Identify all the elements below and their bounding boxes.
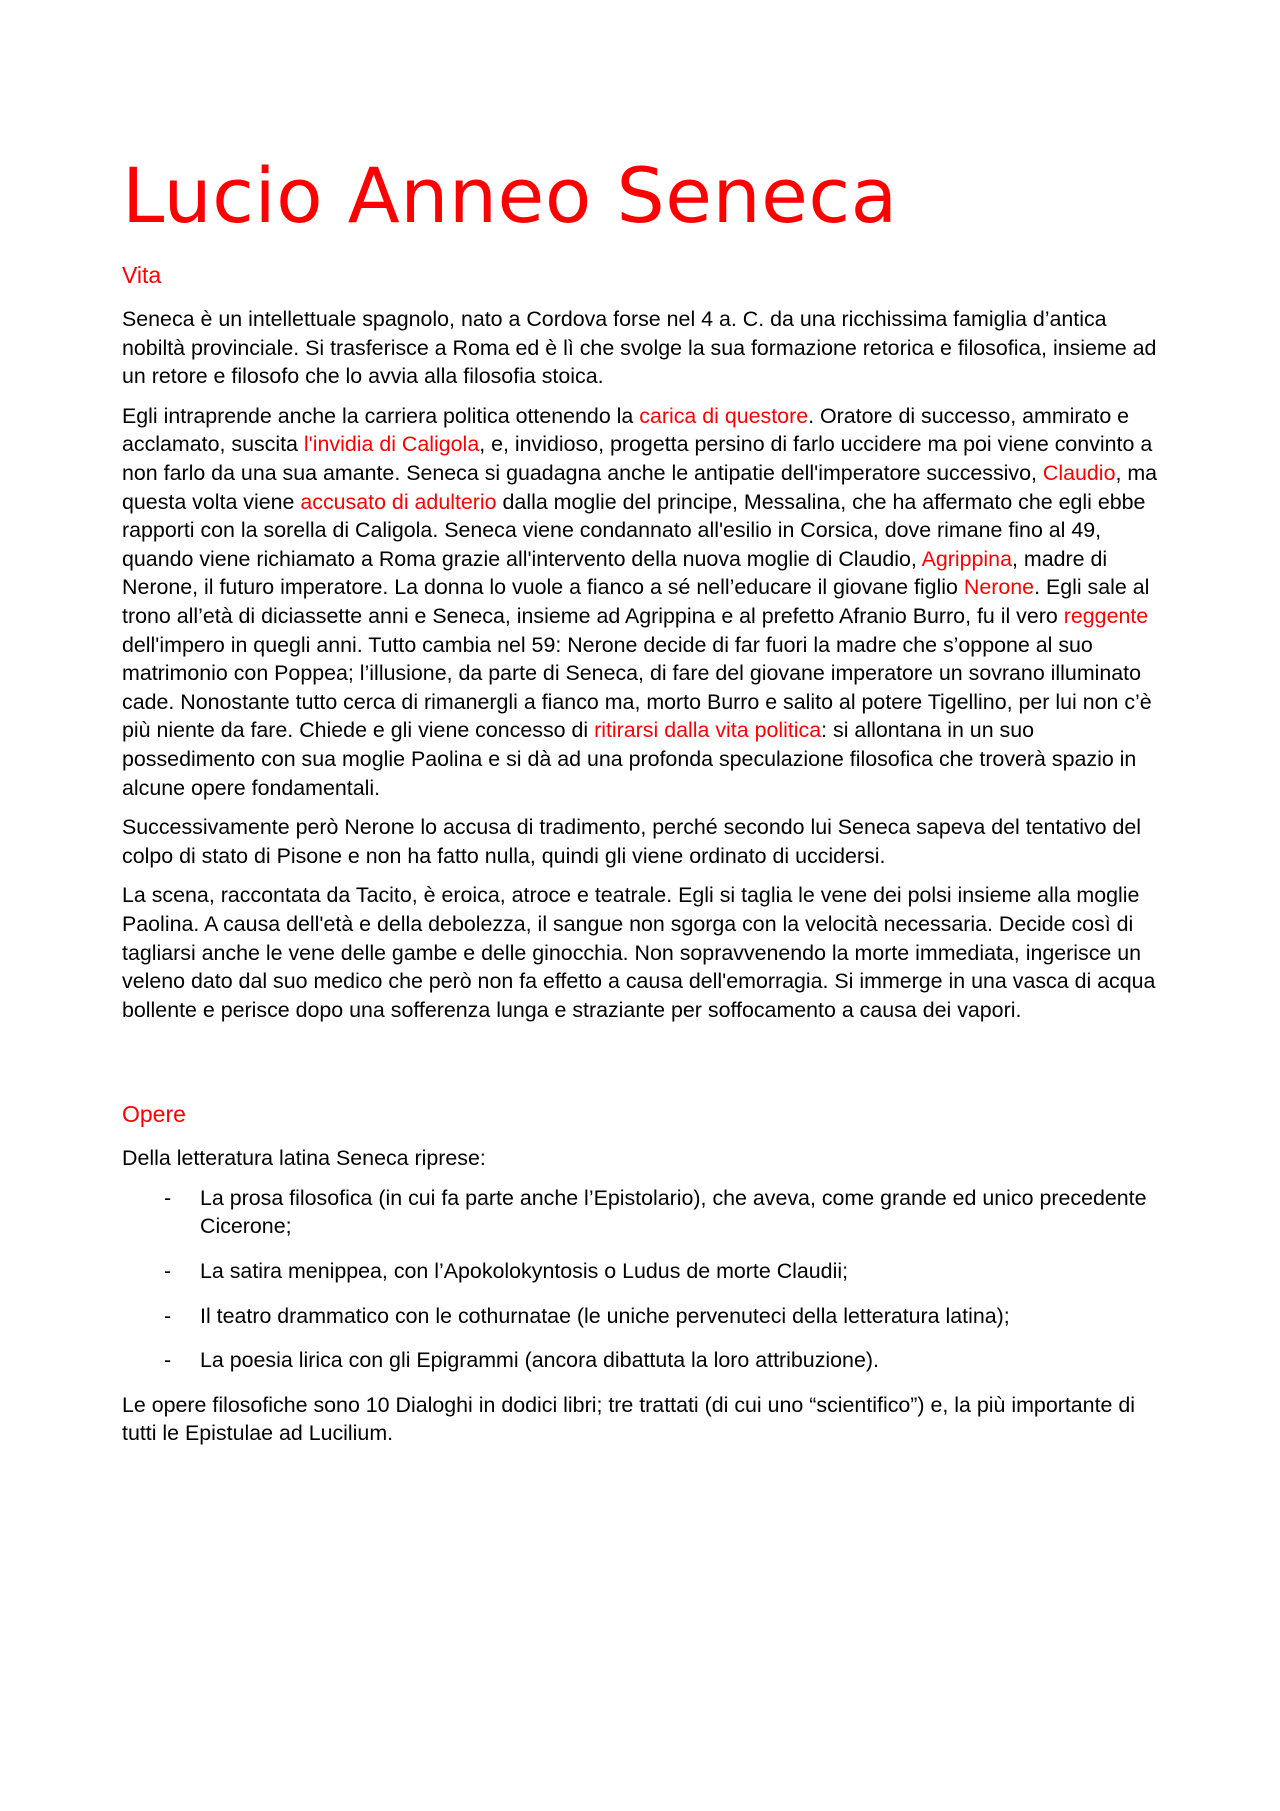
list-item-text: La satira menippea, con l’Apokolokyntosis o Ludus de morte Claudii; xyxy=(200,1259,849,1283)
list-item xyxy=(122,1257,1162,1286)
paragraph-text: La scena, raccontata da Tacito, è eroica, atroce e teatrale. Egli si taglia le vene dei polsi insieme alla moglie Paolina. A causa dell'età e della debolezza, il sangue non sgorga con la velocità necessaria. Decide così di tagliarsi anche le vene delle gambe e delle ginocchia. Non sopravvenendo la morte immediata, ingerisce un veleno dato dal suo medico che però non fa effetto a causa dell'emorragia. Si immerge in una vasca di acqua bollente e perisce dopo una sofferenza lunga e straziante per soffocamento a causa dei vapori. xyxy=(122,883,1156,1022)
list-bullet: - xyxy=(164,1259,172,1283)
list-bullet: - xyxy=(164,1348,172,1373)
highlighted-term: carica di questore xyxy=(639,403,809,428)
list-item xyxy=(122,1302,1162,1331)
paragraph-text: , madre di Nerone, il futuro imperatore. La donna lo vuole a fianco a sé nell’educare il giovane figlio xyxy=(122,546,1108,600)
section-spacer xyxy=(122,1035,1162,1100)
vita-paragraph xyxy=(122,813,1162,870)
list-item-text: La prosa filosofica (in cui fa parte anche l’Epistolario), che aveva, come grande ed unico precedente Cicerone; xyxy=(200,1185,1147,1239)
vita-paragraph xyxy=(122,402,1162,802)
document-title: Lucio Anneo Seneca xyxy=(122,151,898,240)
highlighted-term: Nerone xyxy=(963,575,1035,600)
list-bullet: - xyxy=(164,1303,172,1328)
paragraph-text: , ma questa volta viene xyxy=(122,461,1158,514)
paragraph-text: Seneca è un intellettuale spagnolo, nato a Cordova forse nel 4 a. C. da una ricchissima famiglia d’antica nobiltà provinciale. Si trasferisce a Roma ed è lì che svolge la sua formazione retorica e filosofica, insieme ad un retore e filosofo che lo avvia alla filosofia stoica. xyxy=(122,307,1157,389)
paragraph-text: Successivamente però Nerone lo accusa di tradimento, perché secondo lui Seneca sapeva del tentativo del colpo di stato di Pisone e non ha fatto nulla, quindi gli viene ordinato di uccidersi. xyxy=(122,815,1142,868)
vita-paragraph xyxy=(122,881,1162,1024)
section-heading-vita: Vita xyxy=(122,262,162,289)
highlighted-term: ritirarsi dalla vita politica xyxy=(594,718,822,743)
opere-closing: Le opere filosofiche sono 10 Dialoghi in dodici libri; tre trattati (di cui uno “scientifico”) e, la più importante di tutti le Epistulae ad Lucilium. xyxy=(122,1392,1136,1446)
opere-intro: Della letteratura latina Seneca riprese: xyxy=(122,1146,486,1171)
highlighted-term: reggente xyxy=(1063,604,1149,629)
highlighted-term: l'invidia di Caligola xyxy=(303,432,480,457)
vita-body xyxy=(122,305,1162,1024)
paragraph-text: , e, invidioso, progetta persino di farlo uccidere ma poi viene convinto a non farlo da una sua amante. Seneca si guadagna anche le antipatie dell'imperatore successivo, xyxy=(122,432,1153,486)
highlighted-term: Agrippina xyxy=(921,546,1012,571)
opere-list xyxy=(122,1184,1162,1375)
paragraph-text: dell'impero in quegli anni. Tutto cambia nel 59: Nerone decide di far fuori la madre che s’oppone al suo matrimonio con Poppea; l’illusione, da parte di Seneca, di fare del giovane imperatore un sovrano illuminato cade. Nonostante tutto cerca di rimanergli a fianco ma, morto Burro e salito al potere Tigellino, per lui non c’è più niente da fare. Chiede e gli viene concesso di xyxy=(122,632,1152,743)
list-item-text: La poesia lirica con gli Epigrammi (ancora dibattuta la loro attribuzione). xyxy=(200,1348,879,1373)
vita-paragraph xyxy=(122,305,1162,391)
list-item xyxy=(122,1184,1162,1241)
list-bullet: - xyxy=(164,1185,172,1210)
paragraph-text: dalla moglie del principe, Messalina, che ha affermato che egli ebbe rapporti con la sorella di Caligola. Seneca viene condannato all'esilio in Corsica, dove rimane fino al 49, quando viene richiamato a Roma grazie all'intervento della nuova moglie di Claudio, xyxy=(122,489,1146,571)
paragraph-text: . Egli sale al trono all’età di diciassette anni e Seneca, insieme ad Agrippina e al prefetto Afranio Burro, fu il vero xyxy=(122,575,1150,629)
section-heading-opere: Opere xyxy=(122,1101,186,1128)
paragraph-text: Egli intraprende anche la carriera politica ottenendo la xyxy=(122,403,640,428)
paragraph-text: . Oratore di successo, ammirato e acclamato, suscita xyxy=(122,403,1130,457)
document-page xyxy=(122,150,1162,1459)
paragraph-text: : si allontana in un suo possedimento con sua moglie Paolina e si dà ad una profonda speculazione filosofica che troverà spazio in alcune opere fondamentali. xyxy=(122,718,1137,800)
list-item xyxy=(122,1346,1162,1375)
highlighted-term: Claudio xyxy=(1042,461,1116,486)
list-item-text: Il teatro drammatico con le cothurnatae (le uniche pervenuteci della letteratura latina); xyxy=(200,1303,1010,1328)
highlighted-term: accusato di adulterio xyxy=(300,489,497,514)
